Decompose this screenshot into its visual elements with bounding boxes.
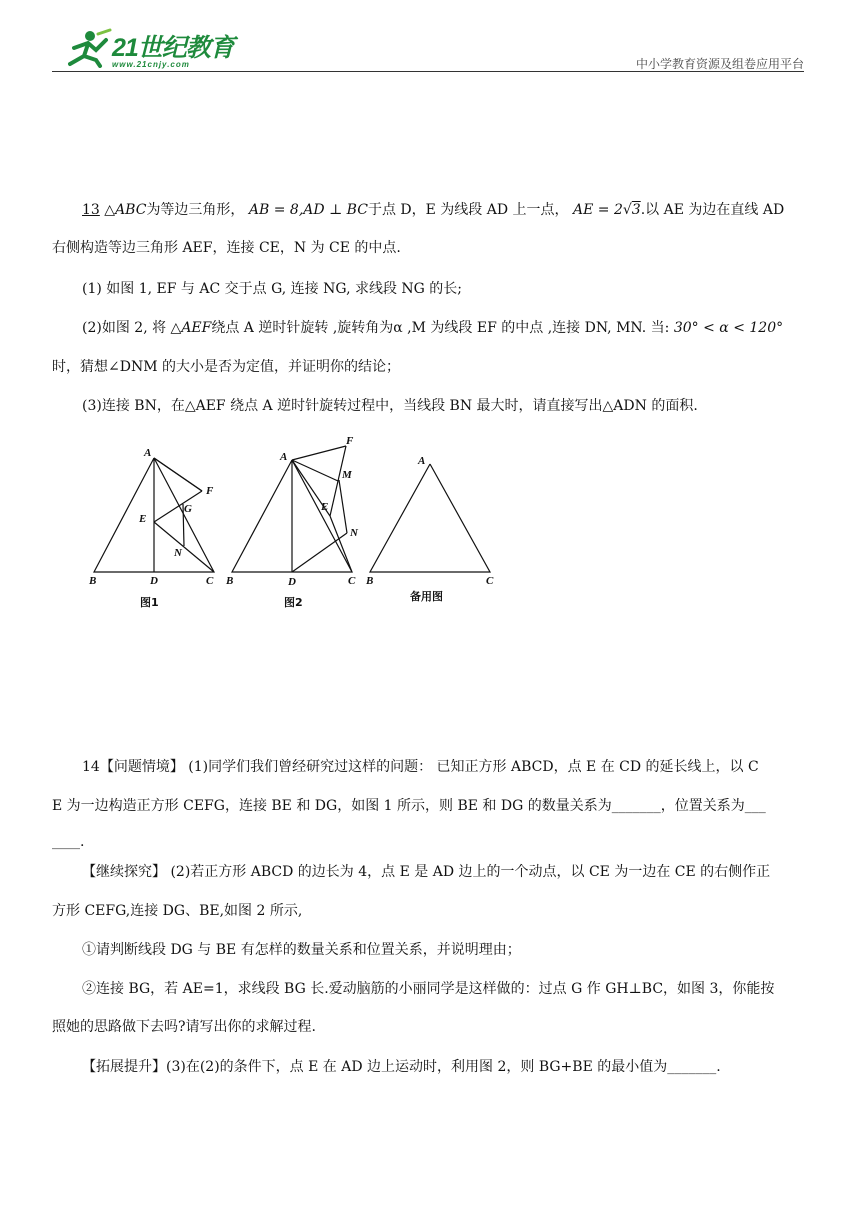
fig2-label-d: D [288,576,296,588]
q13-part1: (1) 如图 1, EF 与 AC 交于点 G, 连接 NG, 求线段 NG 的长; [82,281,463,297]
fig1-caption: 图1 [140,596,159,609]
fig1-label-a: A [144,447,152,459]
q14-line7: ②连接 BG，若 AE=1，求线段 BG 长.爱动脑筋的小丽同学是这样做的：过点 G 作 GH⊥BC，如图 3，你能按 [82,981,775,997]
q14-line2: E 为一边构造正方形 CEFG，连接 BE 和 DG，如图 1 所示，则 BE 和 DG 的数量关系为_______，位置关系为___ [52,798,766,814]
fig1-label-b: B [89,575,97,587]
page-header [52,22,804,74]
q13-line2: 右侧构造等边三角形 AEF，连接 CE，N 为 CE 的中点. [52,240,401,256]
logo-url: www.21cnjy.com [112,60,190,69]
fig2-label-n: N [350,527,358,539]
q14-line4: 【继续探究】 (2)若正方形 ABCD 的边长为 4，点 E 是 AD 边上的一个动点，以 CE 为一边在 CE 的右侧作正 [82,864,771,880]
logo-runner-icon [60,28,112,68]
figure-1 [84,434,224,614]
q14-line1: 14【问题情境】 (1)同学们我们曾经研究过这样的问题： 已知正方形 ABCD，点 E 在 CD 的延长线上，以 C [82,759,759,775]
q14-line9: 【拓展提升】(3)在(2)的条件下，点 E 在 AD 边上运动时，利用图 2，则 BG+BE 的最小值为_______. [82,1059,721,1075]
q13-part2-cont: 时，猜想∠DNM 的大小是否为定值，并证明你的结论； [52,359,400,375]
fig2-caption: 图2 [284,596,303,609]
fig3-label-b: B [366,575,374,587]
fig2-label-e: E [321,501,329,513]
figure-2 [222,434,372,614]
fig2-label-a: A [280,451,288,463]
q14-line5: 方形 CEFG,连接 DG、BE,如图 2 所示, [52,903,303,919]
fig3-caption: 备用图 [410,590,443,603]
fig2-label-f: F [346,435,354,447]
fig2-label-b: B [226,575,234,587]
q13-part3: (3)连接 BN，在△AEF 绕点 A 逆时针旋转过程中，当线段 BN 最大时，请直接写出△ADN 的面积. [82,398,698,414]
fig1-label-d: D [150,575,158,587]
fig1-label-n: N [174,547,182,559]
q13-line1: 13 △ABC为等边三角形， AB = 8,AD ⊥ BC于点 D，E 为线段 AD 上一点， AE = 2√3.以 AE 为边在直线 AD [82,202,785,218]
fig3-label-c: C [486,575,494,587]
header-divider [52,71,804,72]
q13-number: 13 [82,202,100,218]
fig2-label-c: C [348,575,356,587]
fig3-label-a: A [418,455,426,467]
q13-part2: (2)如图 2, 将 △AEF绕点 A 逆时针旋转 ,旋转角为α ,M 为线段 EF 的中点 ,连接 DN, MN. 当: 30° < α < 120° [82,320,784,336]
q14-line6: ①请判断线段 DG 与 BE 有怎样的数量关系和位置关系，并说明理由； [82,942,521,958]
fig1-label-e: E [139,513,147,525]
q14-line3: ____. [52,834,85,850]
q14-line8: 照她的思路做下去吗?请写出你的求解过程. [52,1019,316,1035]
logo-text: 21世纪教育 [112,34,234,62]
fig1-label-c: C [206,575,214,587]
fig2-label-m: M [342,469,352,481]
figure-spare [362,434,502,614]
header-platform-text: 中小学教育资源及组卷应用平台 [635,57,804,71]
fig1-label-g: G [184,503,192,515]
fig1-label-f: F [206,485,214,497]
